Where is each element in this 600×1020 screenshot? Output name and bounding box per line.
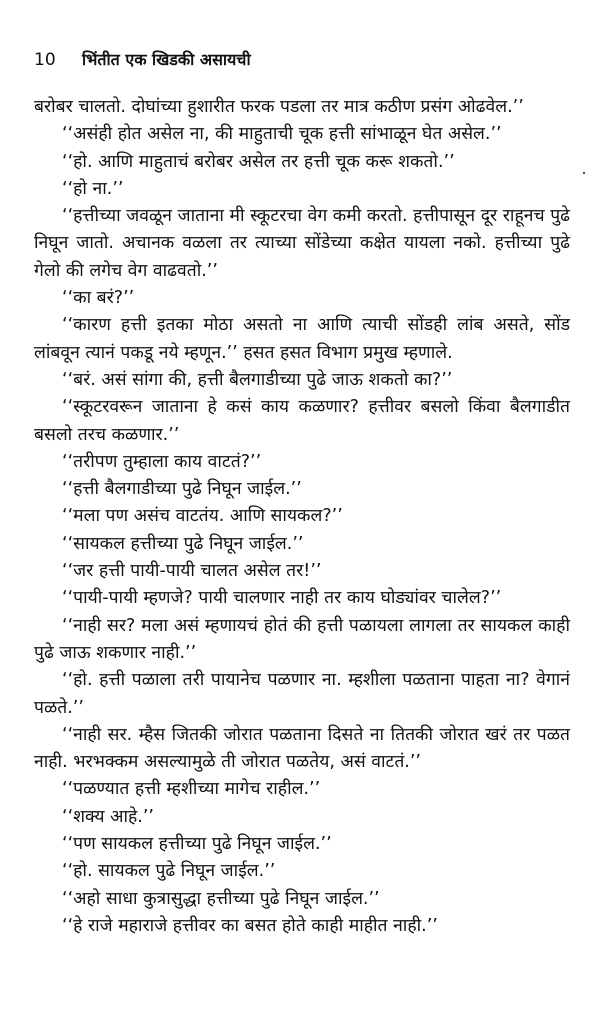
paragraph: ‘‘पायी-पायी म्हणजे? पायी चालणार नाही तर काय घोड्यांवर चालेल?’’ bbox=[62, 588, 502, 609]
paragraph: ‘‘का बरं?’’ bbox=[62, 288, 135, 309]
paragraph: ‘‘अहो साधा कुत्रासुद्धा हत्तीच्या पुढे निघून जाईल.’’ bbox=[62, 888, 380, 909]
paragraph: ‘‘मला पण असंच वाटतंय. आणि सायकल?’’ bbox=[62, 506, 343, 527]
page-number: 10 bbox=[34, 50, 56, 70]
paragraph: ‘‘हत्ती बैलगाडीच्या पुढे निघून जाईल.’’ bbox=[62, 479, 302, 500]
body-text bbox=[34, 94, 570, 940]
paragraph: ‘‘हत्तीच्या जवळून जाताना मी स्कूटरचा वेग कमी करतो. हत्तीपासून दूर राहूनच पुढे निघून जातो. अचानक वळला तर त्याच्या सोंडेच्या कक्षेत यायला नको. हत्तीच्या पुढे गेलो की लगेच वेग वाढवतो.’’ bbox=[34, 206, 570, 281]
paragraph: ‘‘हो. आणि माहुताचं बरोबर असेल तर हत्ती चूक करू शकतो.’’ bbox=[62, 151, 455, 172]
paragraph: ‘‘सायकल हत्तीच्या पुढे निघून जाईल.’’ bbox=[62, 533, 304, 554]
paragraph: ‘‘हे राजे महाराजे हत्तीवर का बसत होते काही माहीत नाही.’’ bbox=[62, 915, 438, 936]
paragraph: ‘‘कारण हत्ती इतका मोठा असतो ना आणि त्याची सोंडही लांब असते, सोंड लांबवून त्यानं पकडू नये म्हणून.’’ हसत हसत विभाग प्रमुख म्हणाले. bbox=[34, 315, 570, 363]
paragraph: ‘‘नाही सर. म्हैस जितकी जोरात पळताना दिसते ना तितकी जोरात खरं तर पळत नाही. भरभक्कम असल्यामुळे ती जोरात पळतेय, असं वाटतं.’’ bbox=[34, 724, 570, 773]
running-title: भिंतीत एक खिडकी असायची bbox=[82, 50, 251, 69]
paragraph: ‘‘हो. हत्ती पळाला तरी पायानेच पळणार ना. म्हशीला पळताना पाहता ना? वेगानं पळते.’’ bbox=[34, 670, 570, 718]
paragraph: ‘‘जर हत्ती पायी-पायी चालत असेल तर!’’ bbox=[62, 561, 322, 582]
paragraph: ‘‘हो. सायकल पुढे निघून जाईल.’’ bbox=[62, 861, 276, 882]
paragraph: ‘‘असंही होत असेल ना, की माहुताची चूक हत्ती सांभाळून घेत असेल.’’ bbox=[62, 124, 502, 145]
scan-speck bbox=[583, 172, 585, 174]
paragraph: ‘‘स्कूटरवरून जाताना हे कसं काय कळणार? हत्तीवर बसलो किंवा बैलगाडीत बसलो तरच कळणार.’’ bbox=[34, 397, 570, 445]
paragraph: बरोबर चालतो. दोघांच्या हुशारीत फरक पडला तर मात्र कठीण प्रसंग ओढवेल.’’ bbox=[34, 97, 524, 117]
paragraph: ‘‘पण सायकल हत्तीच्या पुढे निघून जाईल.’’ bbox=[62, 834, 332, 855]
paragraph: ‘‘तरीपण तुम्हाला काय वाटतं?’’ bbox=[62, 451, 262, 472]
paragraph: ‘‘बरं. असं सांगा की, हत्ती बैलगाडीच्या पुढे जाऊ शकतो का?’’ bbox=[62, 369, 453, 390]
paragraph: ‘‘नाही सर? मला असं म्हणायचं होतं की हत्ती पळायला लागला तर सायकल काही पुढे जाऊ शकणार नाही.’’ bbox=[34, 615, 570, 663]
paragraph: ‘‘हो ना.’’ bbox=[62, 178, 124, 199]
paragraph: ‘‘पळण्यात हत्ती म्हशीच्या मागेच राहील.’’ bbox=[62, 779, 321, 800]
page-header bbox=[34, 48, 251, 72]
paragraph: ‘‘शक्य आहे.’’ bbox=[62, 806, 154, 827]
